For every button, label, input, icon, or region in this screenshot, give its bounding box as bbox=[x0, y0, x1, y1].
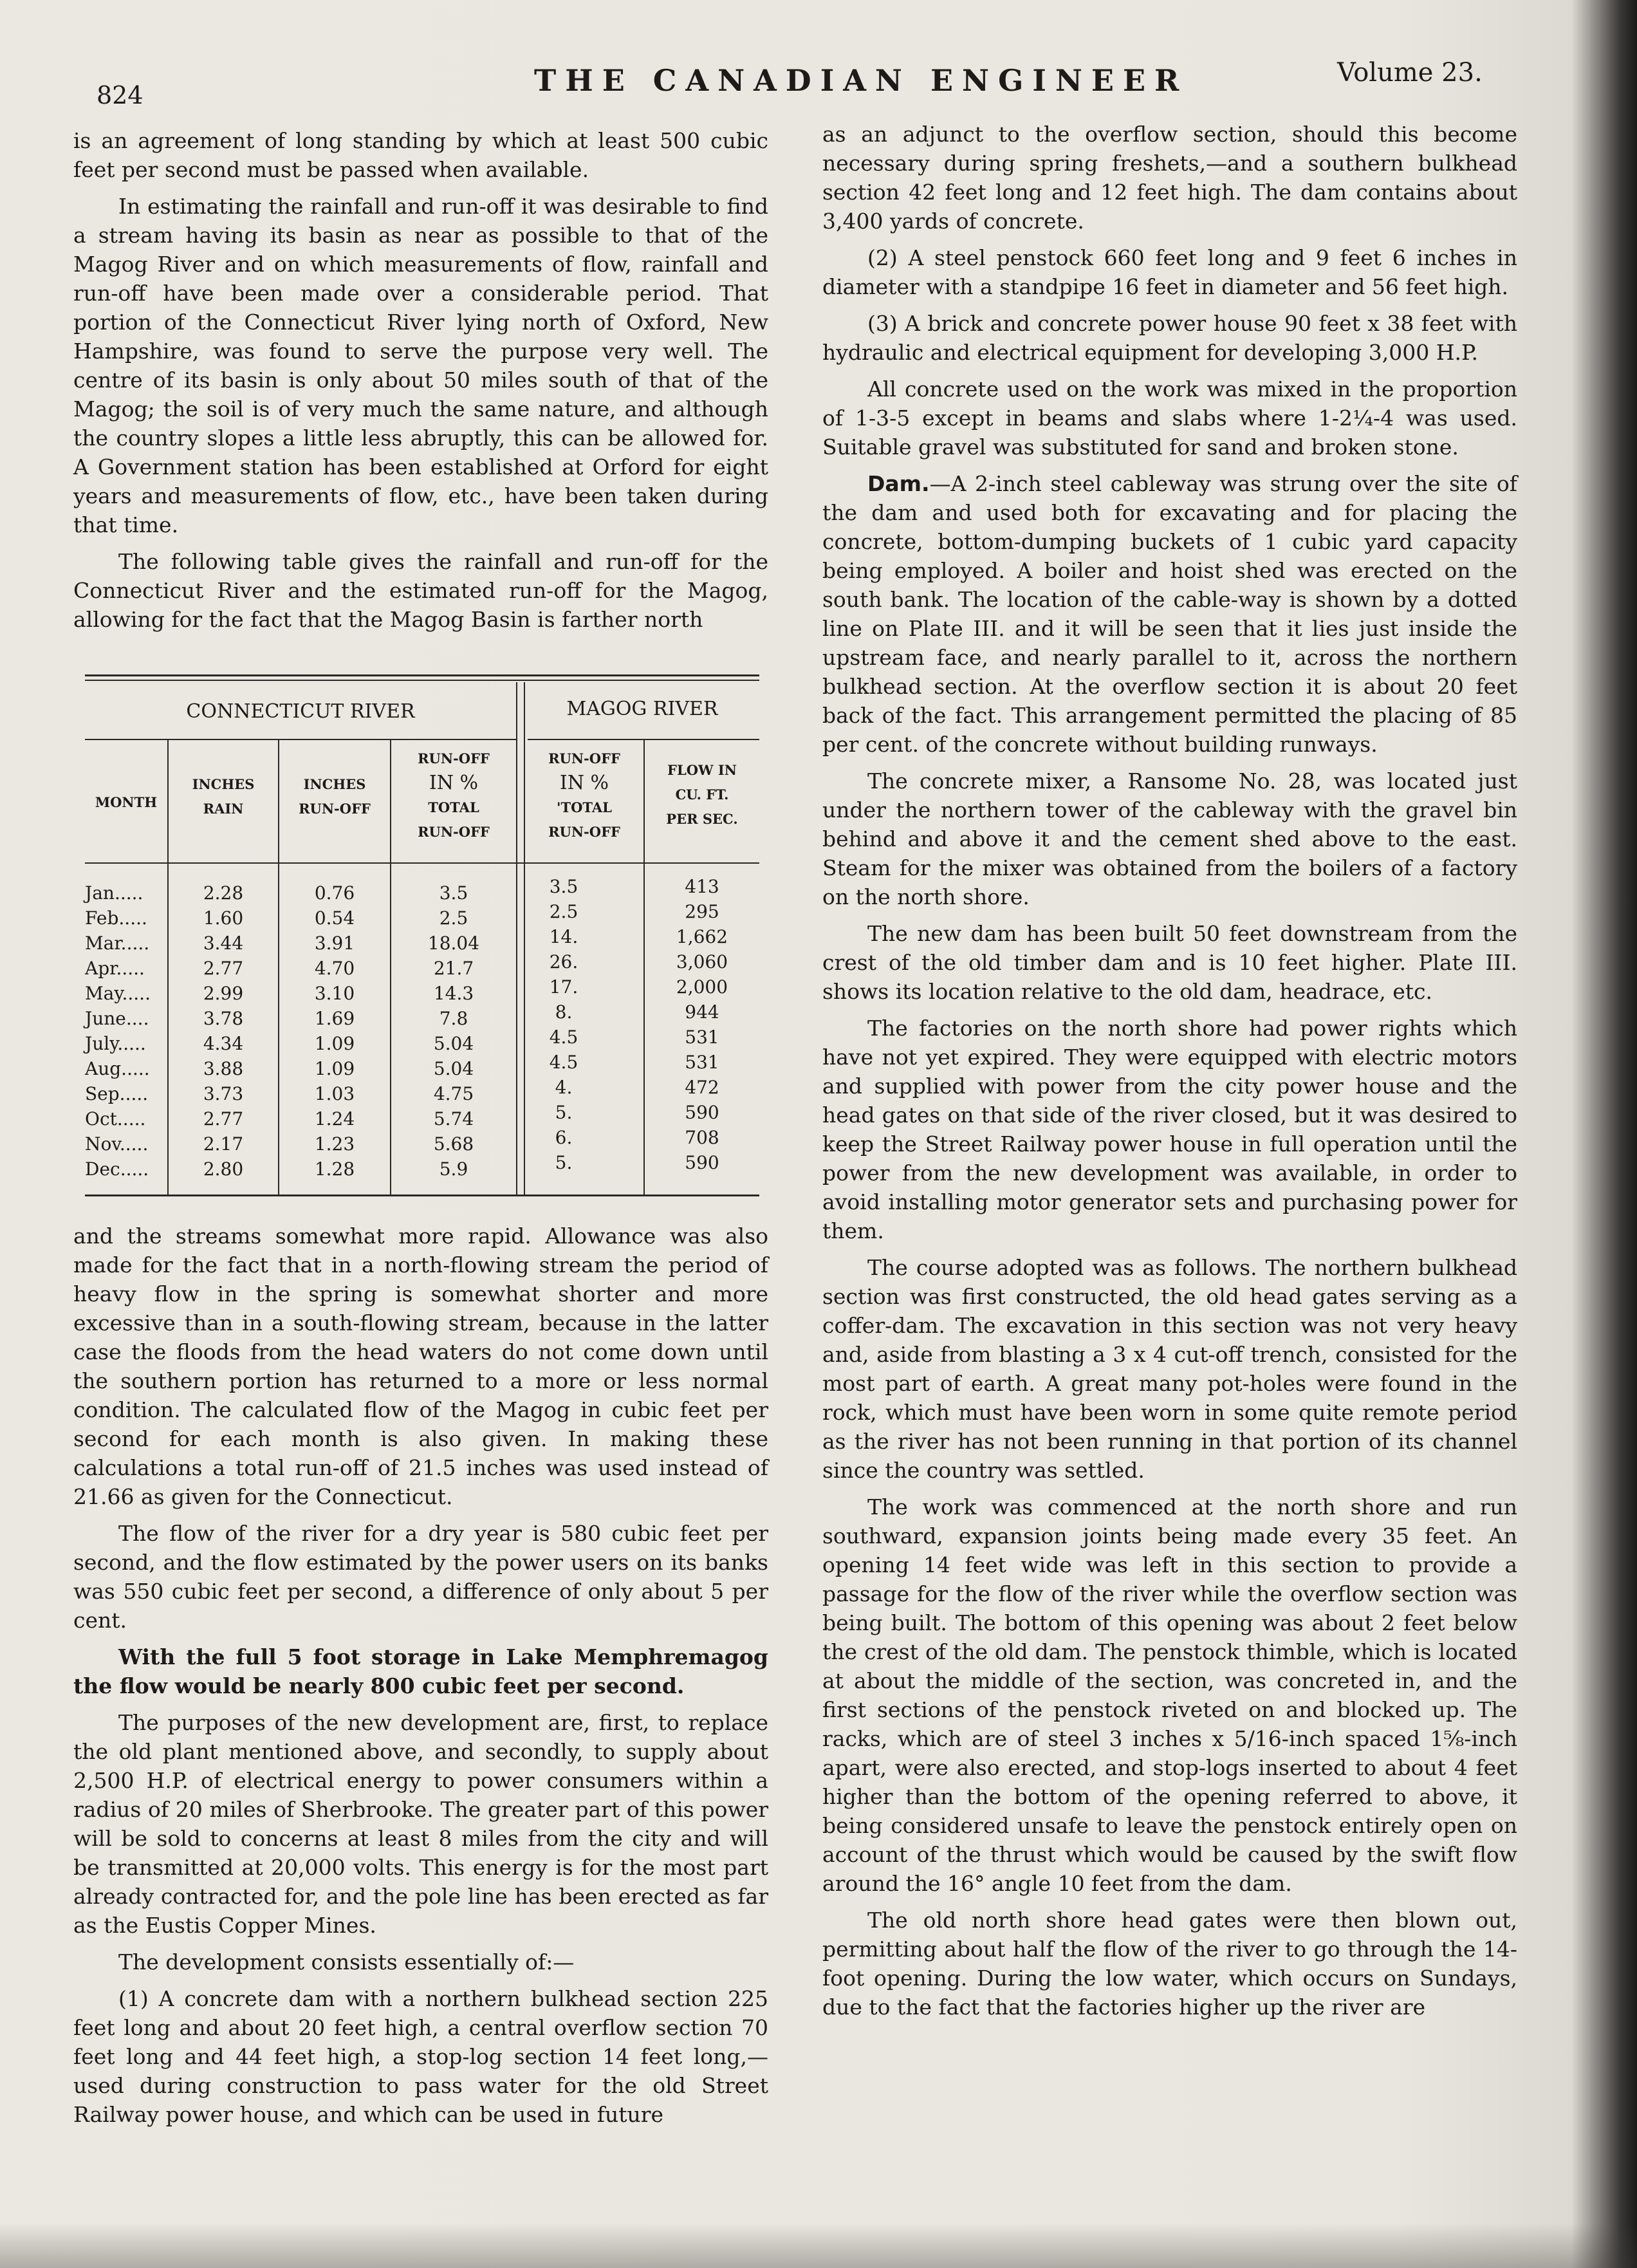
rainfall-runoff-table bbox=[85, 674, 759, 1198]
table-cell-flow: 944 bbox=[685, 1001, 719, 1023]
table-cell-rain: 4.34 bbox=[203, 1033, 244, 1054]
table-cell-rain: 2.99 bbox=[203, 983, 244, 1004]
table-cell-pct: 4.75 bbox=[433, 1083, 474, 1104]
table-cell-rain: 3.78 bbox=[203, 1008, 244, 1029]
table-cell-mpct: 5. bbox=[555, 1102, 573, 1123]
table-cell-flow: 1,662 bbox=[676, 926, 728, 947]
table-cell-runoff: 1.09 bbox=[314, 1058, 355, 1079]
table-cell-runoff: 1.69 bbox=[314, 1008, 355, 1029]
table-cell-runoff: 1.28 bbox=[314, 1158, 355, 1180]
table-cell-runoff: 1.23 bbox=[314, 1133, 355, 1155]
table-cell-month: Nov..... bbox=[85, 1133, 149, 1155]
table-cell-runoff: 1.09 bbox=[314, 1033, 355, 1054]
left-column-top bbox=[73, 126, 768, 642]
table-cell-mpct: 4.5 bbox=[549, 1027, 578, 1048]
table-cell-rain: 3.44 bbox=[203, 933, 244, 954]
paragraph: (3) A brick and concrete power house 90 feet x 38 feet with hydraulic and electrical equipment for developing 3,000 H.P. bbox=[822, 311, 1517, 365]
table-cell-month: Feb..... bbox=[85, 907, 147, 929]
group-header-connecticut: CONNECTICUT RIVER bbox=[186, 700, 415, 723]
table-cell-rain: 2.77 bbox=[203, 958, 244, 979]
table-cell-mpct: 4. bbox=[555, 1077, 573, 1098]
table-divider bbox=[516, 682, 517, 1194]
table-cell-rain: 3.88 bbox=[203, 1058, 244, 1079]
table-cell-pct: 3.5 bbox=[439, 882, 468, 904]
table-rule-header bbox=[85, 862, 759, 864]
paragraph: The course adopted was as follows. The northern bulkhead section was first constructed, the old head gates serving as a coffer-dam. The excavation in this section was not very heavy and, aside from blasting a 3 x 4 cut-off trench, consisted for the most part of earth. A great many pot-holes were found in the rock, which must have been worn in some quite remote period as the river has not been running in that portion of its channel since the country was settled. bbox=[822, 1255, 1517, 1483]
table-rule-bottom bbox=[85, 1194, 759, 1196]
table-cell-rain: 2.28 bbox=[203, 882, 244, 904]
table-cell-runoff: 3.91 bbox=[314, 933, 355, 954]
paragraph: The development consists essentially of:— bbox=[118, 1949, 575, 1975]
paragraph: The flow of the river for a dry year is 580 cubic feet per second, and the flow estimated by the power users on its banks was 550 cubic feet per second, a difference of only about 5 per cent. bbox=[73, 1521, 768, 1633]
table-cell-month: Dec..... bbox=[85, 1158, 149, 1180]
table-cell-month: Aug..... bbox=[85, 1058, 150, 1079]
table-cell-mpct: 6. bbox=[555, 1127, 573, 1148]
table-cell-flow: 590 bbox=[685, 1102, 719, 1123]
table-cell-month: Jan..... bbox=[85, 882, 143, 904]
table-cell-pct: 5.9 bbox=[439, 1158, 468, 1180]
table-rule-top-inner bbox=[85, 680, 759, 681]
paragraph: The work was commenced at the north shore and run southward, expansion joints being made every 35 feet. An opening 14 feet wide was left in this section to provide a passage for the flow of the river while the overflow section was being built. The bottom of this opening was about 2 feet below the crest of the old dam. The penstock thimble, which is located at about the middle of the section, was concreted in, and the first sections of the penstock riveted on and blocked up. The racks, which are of steel 3 inches x 5/16-inch spaced 1⅝-inch apart, were also erected, and stop-logs inserted to about 4 feet higher than the bottom of the opening referred to above, it being considered unsafe to leave the penstock entirely open on account of the thrust which would be caused by the swift flow around the 16° angle 10 feet from the dam. bbox=[822, 1494, 1517, 1896]
paragraph-dam bbox=[822, 469, 1517, 759]
table-cell-flow: 472 bbox=[685, 1077, 719, 1098]
table-cell-pct: 5.68 bbox=[433, 1133, 474, 1155]
col-header-runoff-pct: RUN-OFF IN % TOTAL RUN-OFF bbox=[418, 750, 490, 840]
col-header-rain: INCHES RAIN bbox=[192, 776, 255, 817]
table-cell-pct: 2.5 bbox=[439, 907, 468, 929]
table-cell-pct: 21.7 bbox=[433, 958, 474, 979]
paragraph: In estimating the rainfall and run-off it was desirable to find a stream having its basin as near as possible to that of the Magog River and on which measurements of flow, rainfall and run-off have been made over a considerable period. That portion of the Connecticut River lying north of Oxford, New Hampshire, was found to serve the purpose very well. The centre of its basin is only about 50 miles south of that of the Magog; the soil is of very much the same nature, and although the country slopes a little less abruptly, this can be allowed for. A Government station has been established at Orford for eight years and measurements of flow, etc., have been taken during that time. bbox=[73, 194, 768, 537]
paragraph: All concrete used on the work was mixed in the proportion of 1-3-5 except in beams and slabs where 1-2¼-4 was used. Suitable gravel was substituted for sand and broken stone. bbox=[822, 376, 1517, 460]
page-bottom-shadow bbox=[0, 2223, 1637, 2268]
table-cell-pct: 18.04 bbox=[427, 933, 480, 954]
table-cell-rain: 1.60 bbox=[203, 907, 244, 929]
paragraph: is an agreement of long standing by which at least 500 cubic feet per second must be passed when available. bbox=[73, 128, 768, 182]
table-cell-month: July..... bbox=[85, 1033, 146, 1054]
table-cell-mpct: 3.5 bbox=[549, 876, 578, 897]
table-cell-month: Oct..... bbox=[85, 1108, 146, 1129]
table-cell-mpct: 8. bbox=[555, 1001, 573, 1023]
paragraph: as an adjunct to the overflow section, should this become necessary during spring freshets,—and a southern bulkhead section 42 feet long and 12 feet high. The dam contains about 3,400 yards of concrete. bbox=[822, 122, 1517, 234]
table-cell-runoff: 4.70 bbox=[314, 958, 355, 979]
table-cell-flow: 531 bbox=[685, 1027, 719, 1048]
table-cell-mpct: 4.5 bbox=[549, 1052, 578, 1073]
dam-text: —A 2-inch steel cableway was strung over the site of the dam and used both for excavating and for placing the concrete, bottom-dumping buckets of 1 cubic yard capacity being employed. A boiler and hoist shed was erected on the south bank. The location of the cable-way is shown by a dotted line on Plate III. and it will be seen that it lies just inside the upstream face, and nearly parallel to it, across the northern bulkhead section. At the overflow section it is about 20 feet back of the fact. This arrangement permitted the placing of 85 per cent. of the concrete without building runways. bbox=[822, 471, 1517, 757]
paragraph: The following table gives the rainfall and run-off for the Connecticut River and the estimated run-off for the Magog, allowing for the fact that the Magog Basin is farther north bbox=[73, 549, 768, 632]
table-cell-runoff: 0.76 bbox=[314, 882, 355, 904]
table-cell-flow: 413 bbox=[685, 876, 719, 897]
table-cell-rain: 2.80 bbox=[203, 1158, 244, 1180]
table-cell-flow: 3,060 bbox=[676, 951, 728, 972]
table-cell-flow: 295 bbox=[685, 901, 719, 922]
paragraph: The old north shore head gates were then blown out, permitting about half the flow of the river to go through the 14-foot opening. During the low water, which occurs on Sundays, due to the fact that the factories higher up the river are bbox=[822, 1908, 1517, 2020]
table-cell-mpct: 17. bbox=[549, 976, 578, 998]
table-cell-month: Apr..... bbox=[85, 958, 145, 979]
table-cell-month: Mar..... bbox=[85, 933, 150, 954]
table-cell-pct: 5.74 bbox=[433, 1108, 474, 1129]
paragraph: (1) A concrete dam with a northern bulkhead section 225 feet long and about 20 feet high, a central overflow section 70 feet long and 44 feet high, a stop-log section 14 feet long,—used during construction to pass water for the old Street Railway power house, and which can be used in future bbox=[73, 1986, 768, 2127]
paragraph: and the streams somewhat more rapid. Allowance was also made for the fact that in a north-flowing stream the period of heavy flow in the spring is somewhat shorter and more excessive than in a south-flowing stream, because in the latter case the floods from the head waters do not come down until the southern portion has returned to a more or less normal condition. The calculated flow of the Magog in cubic feet per second for each month is also given. In making these calculations a total run-off of 21.5 inches was used instead of 21.66 as given for the Connecticut. bbox=[73, 1223, 768, 1509]
table-cell-flow: 708 bbox=[685, 1127, 719, 1148]
table-cell-runoff: 1.03 bbox=[314, 1083, 355, 1104]
table-cell-month: Sep..... bbox=[85, 1083, 149, 1104]
left-column-bottom bbox=[73, 1222, 768, 2137]
table-cell-pct: 14.3 bbox=[433, 983, 474, 1004]
page-number: 824 bbox=[97, 81, 143, 109]
table-cell-mpct: 14. bbox=[549, 926, 578, 947]
table-cell-runoff: 1.24 bbox=[314, 1108, 355, 1129]
volume-label: Volume 23. bbox=[1337, 58, 1483, 88]
table-rule-group bbox=[85, 739, 516, 740]
table-cell-rain: 2.77 bbox=[203, 1108, 244, 1129]
paragraph: The purposes of the new development are, first, to replace the old plant mentioned above, and secondly, to supply about 2,500 H.P. of electrical energy to power consumers within a radius of 20 miles of Sherbrooke. The greater part of this power will be sold to concerns at least 8 miles from the city and will be transmitted at 20,000 volts. This energy is for the most part already contracted for, and the pole line has been erected as far as the Eustis Copper Mines. bbox=[73, 1710, 768, 1938]
paragraph: The new dam has been built 50 feet downstream from the crest of the old timber dam and is 10 feet higher. Plate III. shows its location relative to the old dam, headrace, etc. bbox=[822, 921, 1517, 1004]
col-header-month: MONTH bbox=[95, 794, 158, 810]
table-cell-pct: 7.8 bbox=[439, 1008, 468, 1029]
table-cell-pct: 5.04 bbox=[433, 1033, 474, 1054]
paragraph: (2) A steel penstock 660 feet long and 9 feet 6 inches in diameter with a standpipe 16 feet in diameter and 56 feet high. bbox=[822, 245, 1517, 299]
table-cell-rain: 2.17 bbox=[203, 1133, 244, 1155]
paragraph: With the full 5 foot storage in Lake Memphremagog the flow would be nearly 800 cubic feet per second. bbox=[73, 1644, 768, 1698]
table-cell-mpct: 26. bbox=[549, 951, 578, 972]
paragraph: The concrete mixer, a Ransome No. 28, was located just under the northern tower of the cableway with the gravel bin behind and above it and the cement shed above to the east. Steam for the mixer was obtained from the boilers of a factory on the north shore. bbox=[822, 768, 1517, 909]
table-rule-top bbox=[85, 674, 759, 676]
table-cell-rain: 3.73 bbox=[203, 1083, 244, 1104]
col-header-runoff: INCHES RUN-OFF bbox=[299, 776, 371, 817]
table-cell-month: May..... bbox=[85, 983, 151, 1004]
table-cell-mpct: 5. bbox=[555, 1152, 573, 1173]
page-header bbox=[0, 58, 1544, 109]
dam-heading: Dam. bbox=[867, 471, 930, 496]
paragraph: The factories on the north shore had power rights which have not yet expired. They were equipped with electric motors and supplied with power from the city power house and the head gates on that side of the river closed, but it was desired to keep the Street Railway power house in full operation until the power from the new development was available, in order to avoid installing motor generator sets and purchasing power for them. bbox=[822, 1016, 1517, 1243]
table-cell-runoff: 0.54 bbox=[314, 907, 355, 929]
col-header-magog-pct: RUN-OFF IN % 'TOTAL RUN-OFF bbox=[548, 750, 620, 840]
col-header-flow: FLOW IN CU. FT. PER SEC. bbox=[666, 762, 738, 827]
table-cell-mpct: 2.5 bbox=[549, 901, 578, 922]
table-cell-flow: 531 bbox=[685, 1052, 719, 1073]
table-cell-month: June.... bbox=[85, 1008, 149, 1029]
right-column bbox=[822, 120, 1517, 2029]
group-header-magog: MAGOG RIVER bbox=[566, 698, 718, 720]
table-cell-runoff: 3.10 bbox=[314, 983, 355, 1004]
table-cell-flow: 590 bbox=[685, 1152, 719, 1173]
table-cell-pct: 5.04 bbox=[433, 1058, 474, 1079]
table-cell-flow: 2,000 bbox=[676, 976, 728, 998]
journal-title: THE CANADIAN ENGINEER bbox=[534, 63, 1188, 98]
